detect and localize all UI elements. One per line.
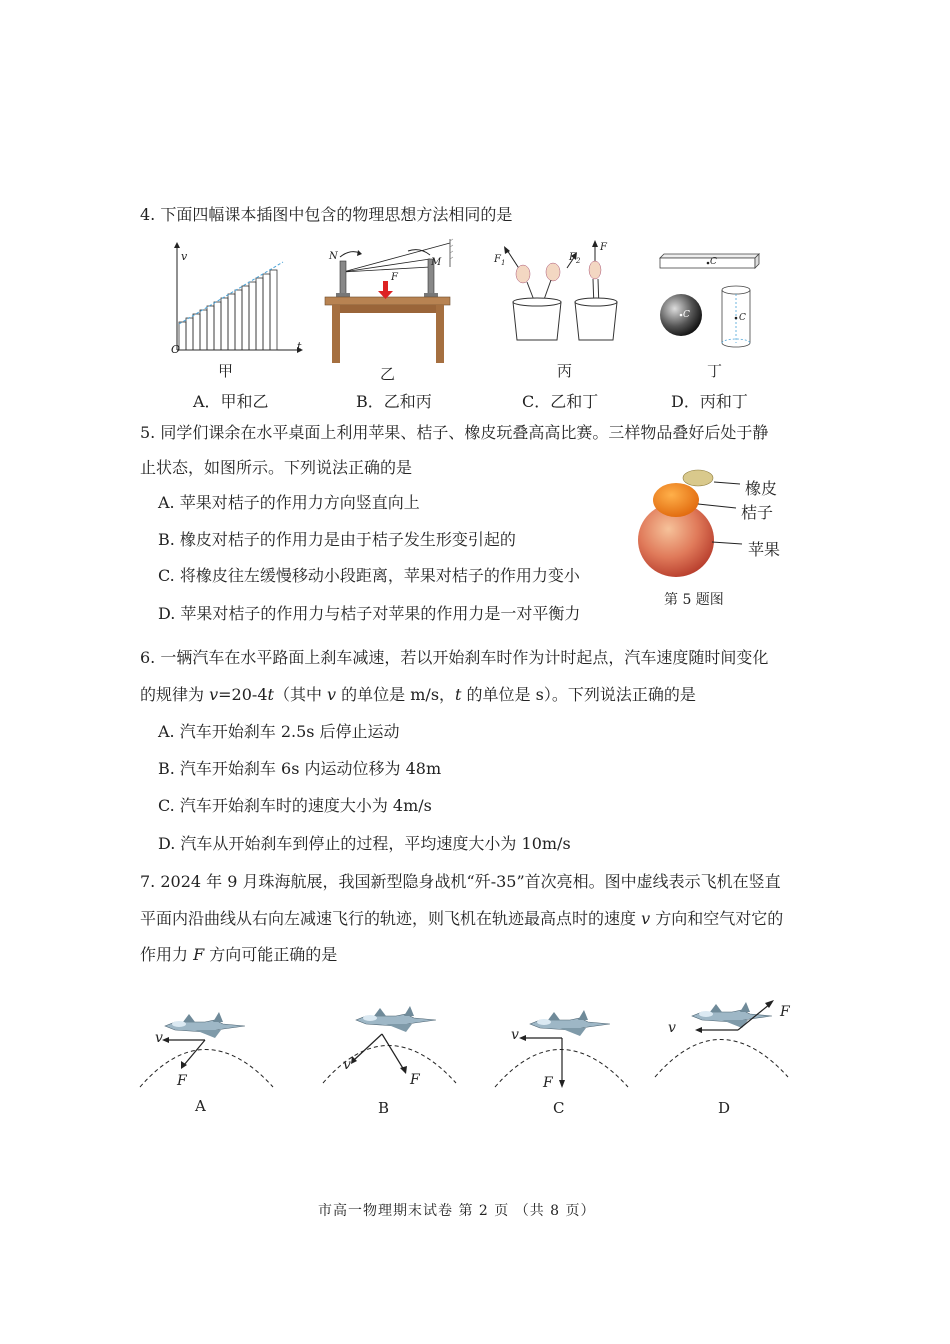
q5-option-a[interactable]: A. 苹果对桔子的作用力方向竖直向上: [158, 493, 420, 512]
q4-axis-t: t: [297, 340, 302, 353]
q5-caption: 第 5 题图: [664, 592, 724, 608]
q7-d-v-label: v: [668, 1020, 676, 1036]
q4-label-jia: 甲: [218, 362, 234, 380]
q7-diagram-c: [490, 1012, 640, 1102]
q6-option-b[interactable]: B. 汽车开始刹车 6s 内运动位移为 48m: [158, 759, 442, 778]
q7-stem-line3: 作用力 F 方向可能正确的是: [140, 945, 338, 964]
q4-axis-o: O: [171, 343, 181, 356]
q7-d-f-label: F: [780, 1004, 790, 1020]
q4-label-bing: 丙: [557, 362, 573, 380]
q6-option-a[interactable]: A. 汽车开始刹车 2.5s 后停止运动: [158, 722, 400, 741]
q7-a-f-label: F: [177, 1073, 187, 1089]
q4-label-ding: 丁: [707, 362, 723, 380]
q4-mirror-n: N: [329, 251, 338, 262]
q5-stem-line2: 止状态，如图所示。下列说法正确的是: [140, 458, 413, 477]
q4-label-yi: 乙: [380, 365, 396, 383]
q7-option-d[interactable]: D: [718, 1099, 731, 1117]
q7-stem-line1: 7. 2024 年 9 月珠海航展，我国新型隐身战机“歼-35”首次亮相。图中虚线表示飞机在竖直: [140, 872, 781, 891]
q5-option-d[interactable]: D. 苹果对桔子的作用力与桔子对苹果的作用力是一对平衡力: [158, 604, 581, 623]
q5-label-eraser: 橡皮: [745, 479, 778, 498]
q7-diagram-a: [135, 1012, 285, 1102]
q7-b-v-label: v: [343, 1057, 351, 1073]
q5-label-orange: 桔子: [741, 503, 774, 522]
q5-stem-line1: 5. 同学们课余在水平桌面上利用苹果、桔子、橡皮玩叠高高比赛。三样物品叠好后处于静: [140, 423, 769, 442]
q7-c-v-label: v: [511, 1027, 519, 1043]
q4-point-c-sphere: C: [683, 310, 690, 320]
q4-option-d[interactable]: D．丙和丁: [671, 392, 748, 411]
q5-option-b[interactable]: B. 橡皮对桔子的作用力是由于桔子发生形变引起的: [158, 530, 516, 549]
q7-c-f-label: F: [543, 1075, 553, 1091]
q6-stem-line1: 6. 一辆汽车在水平路面上刹车减速，若以开始刹车时作为计时起点，汽车速度随时间变化: [140, 648, 769, 667]
q7-diagram-d: [650, 992, 800, 1082]
q7-stem-line2: 平面内沿曲线从右向左减速飞行的轨迹，则飞机在轨迹最高点时的速度 v 方向和空气对它的: [140, 909, 784, 928]
q4-option-c[interactable]: C．乙和丁: [522, 392, 599, 411]
q4-f2-label: $F_2$: [569, 252, 581, 265]
q4-mirror-m: M: [431, 257, 442, 268]
q6-stem-line2: 的规律为 v=20-4t（其中 v 的单位是 m/s，t 的单位是 s）。下列说法正确的是: [140, 685, 696, 704]
q7-option-c[interactable]: C: [553, 1099, 565, 1117]
q7-option-a[interactable]: A: [195, 1097, 206, 1115]
q7-option-b[interactable]: B: [378, 1099, 390, 1117]
q7-diagram-b: [318, 1008, 468, 1098]
q5-option-c[interactable]: C. 将橡皮往左缓慢移动小段距离，苹果对桔子的作用力变小: [158, 566, 580, 585]
q4-point-c-bar: C: [710, 257, 717, 267]
q4-figure-bing: [495, 240, 635, 350]
q4-point-c-cylinder: C: [739, 313, 746, 323]
q4-stem: 4. 下面四幅课本插图中包含的物理思想方法相同的是: [140, 205, 513, 224]
q4-axis-v: v: [181, 250, 188, 263]
q7-b-f-label: F: [410, 1072, 420, 1088]
q5-label-apple: 苹果: [748, 540, 781, 559]
q7-a-v-label: v: [155, 1030, 163, 1046]
q6-option-c[interactable]: C. 汽车开始刹车时的速度大小为 4m/s: [158, 796, 432, 815]
q4-force-f: F: [391, 272, 398, 283]
q4-option-a[interactable]: A．甲和乙: [193, 392, 269, 411]
q4-f3-label: F: [600, 242, 607, 253]
q4-option-b[interactable]: B．乙和丙: [356, 392, 432, 411]
q4-f1-label: $F_1$: [494, 254, 506, 267]
q6-option-d[interactable]: D. 汽车从开始刹车到停止的过程，平均速度大小为 10m/s: [158, 834, 571, 853]
page-footer: 市高一物理期末试卷 第 2 页 （共 8 页）: [318, 1203, 596, 1219]
